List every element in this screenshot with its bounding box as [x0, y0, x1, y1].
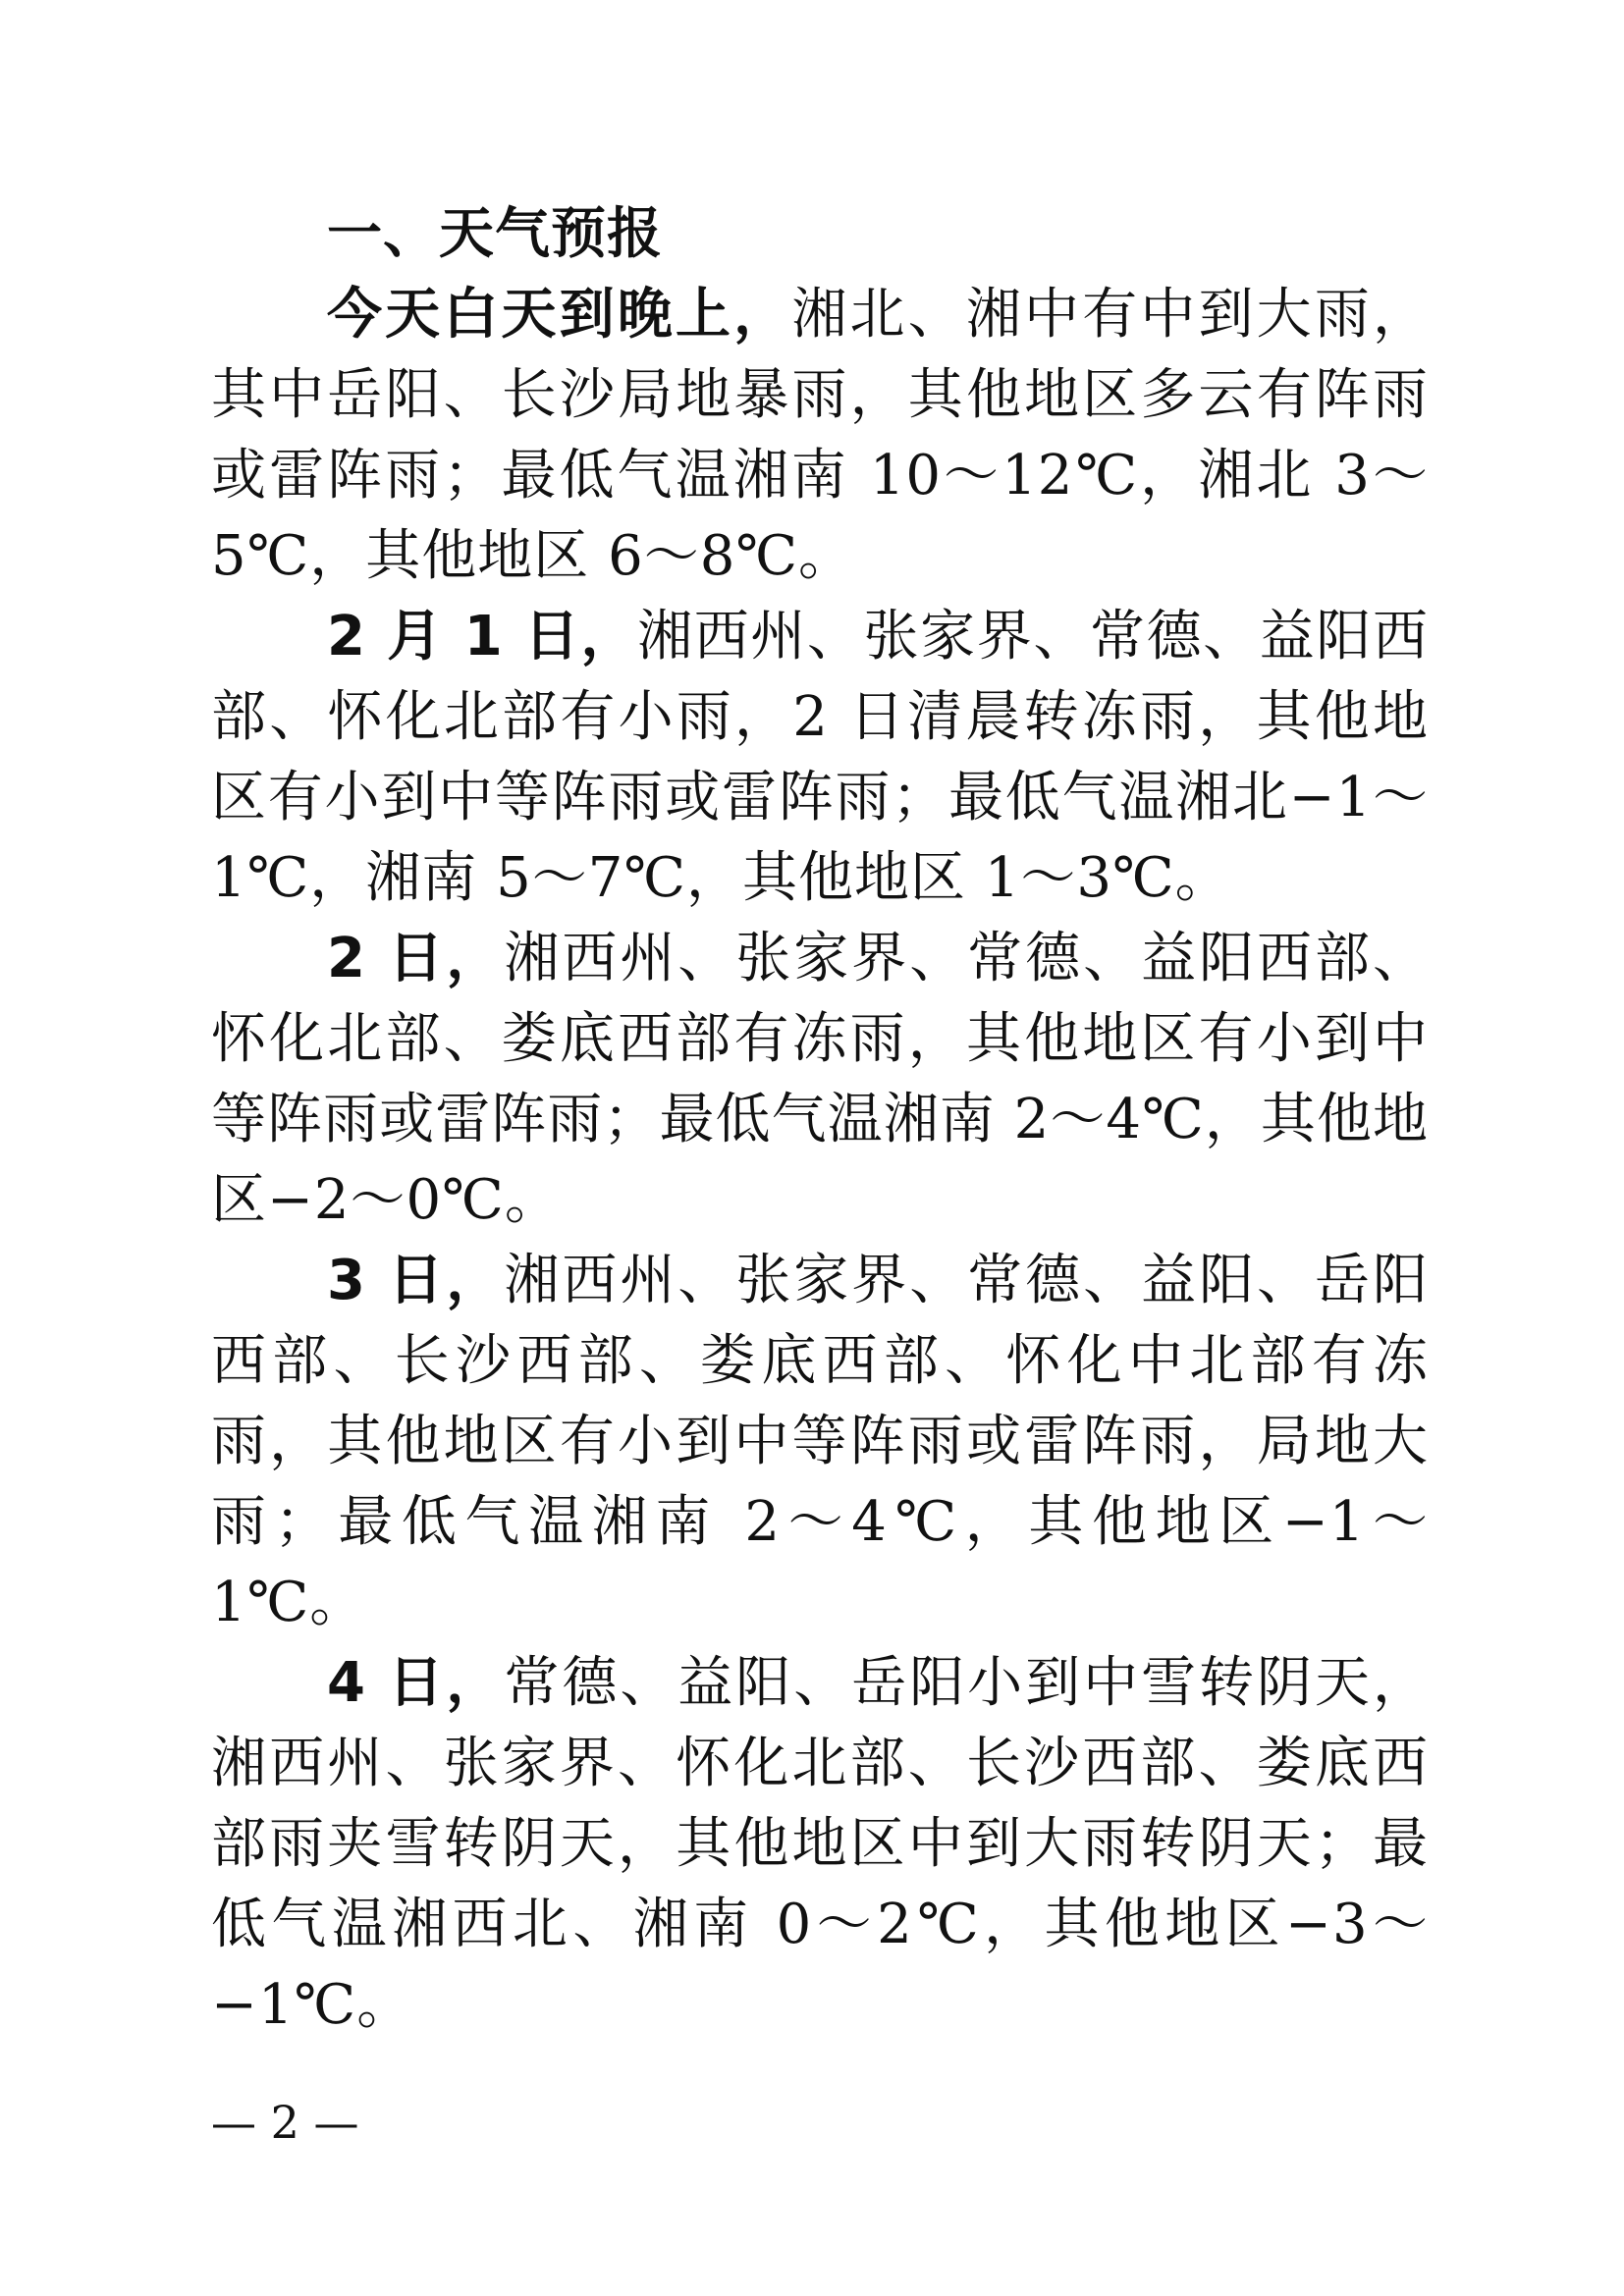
paragraph-lead: 3 日， — [327, 1249, 505, 1312]
paragraph-lead: 4 日， — [327, 1651, 505, 1715]
paragraph-text: 湘北、湘中有中到大雨，其中岳阳、长沙局地暴雨，其他地区多云有阵雨或雷阵雨；最低气温湘南 10～12℃，湘北 3～5℃，其他地区 6～8℃。 — [211, 283, 1430, 588]
paragraph-lead: 今天白天到晚上， — [327, 283, 792, 347]
paragraph-text: 常德、益阳、岳阳小到中雪转阴天，湘西州、张家界、怀化北部、长沙西部、娄底西部雨夹雪转阴天，其他地区中到大雨转阴天；最低气温湘西北、湘南 0～2℃，其他地区−3～−1℃。 — [211, 1651, 1429, 2037]
paragraph-text: 湘西州、张家界、常德、益阳西部、怀化北部有小雨，2 日清晨转冻雨，其他地区有小到中等阵雨或雷阵雨；最低气温湘北−1～1℃，湘南 5～7℃，其他地区 1～3℃。 — [211, 605, 1429, 910]
paragraph-day-4 — [211, 1643, 1429, 2046]
paragraph-today — [211, 275, 1429, 597]
page-number: — 2 — — [211, 2096, 359, 2149]
paragraph-day-3 — [211, 1241, 1429, 1643]
document-body — [211, 194, 1429, 2046]
paragraph-text: 湘西州、张家界、常德、益阳、岳阳西部、长沙西部、娄底西部、怀化中北部有冻雨，其他地区有小到中等阵雨或雷阵雨，局地大雨；最低气温湘南 2～4℃，其他地区−1～1℃。 — [211, 1249, 1429, 1634]
paragraph-lead: 2 月 1 日， — [327, 605, 638, 668]
paragraph-lead: 2 日， — [327, 927, 505, 990]
paragraph-text: 湘西州、张家界、常德、益阳西部、怀化北部、娄底西部有冻雨，其他地区有小到中等阵雨或雷阵雨；最低气温湘南 2～4℃，其他地区−2～0℃。 — [211, 927, 1429, 1232]
section-heading: 一、天气预报 — [327, 202, 663, 266]
paragraph-day-2 — [211, 919, 1429, 1241]
paragraph-feb-1 — [211, 597, 1429, 919]
